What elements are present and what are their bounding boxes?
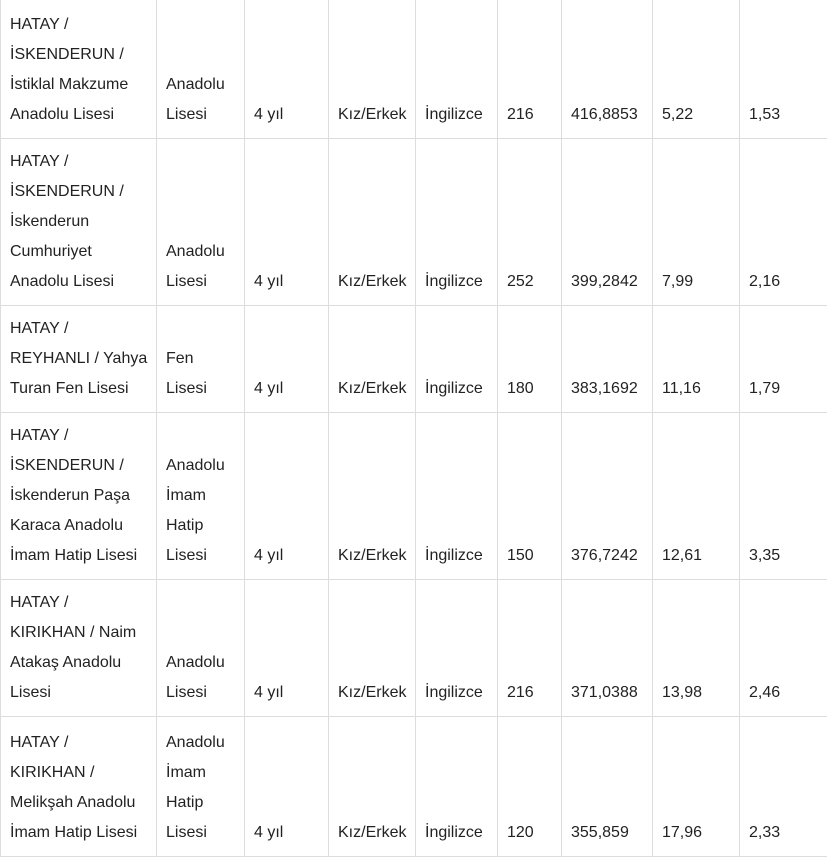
percentile2-cell-value: 2,46 [749, 684, 781, 701]
gender-cell-value: Kız/Erkek [338, 273, 407, 290]
score-cell [562, 580, 653, 717]
school-type-cell [157, 306, 245, 413]
score-cell-value: 355,859 [571, 824, 629, 841]
gender-cell-value: Kız/Erkek [338, 106, 407, 123]
quota-cell-value: 120 [507, 824, 534, 841]
school-name-cell-line: Melikşah Anadolu [10, 794, 136, 811]
school-type-cell-line: Anadolu [166, 734, 225, 751]
language-cell-value: İngilizce [425, 824, 483, 841]
school-type-cell-line: Lisesi [166, 380, 207, 397]
percentile-cell [653, 306, 740, 413]
school-name-cell [1, 306, 157, 413]
duration-cell [245, 0, 329, 139]
language-cell [416, 580, 498, 717]
score-cell [562, 306, 653, 413]
percentile-cell [653, 580, 740, 717]
percentile2-cell [740, 306, 827, 413]
school-type-cell-line: Lisesi [166, 684, 207, 701]
school-type-cell-line: İmam [166, 487, 206, 504]
duration-cell-value: 4 yıl [254, 273, 284, 290]
table-row [1, 0, 827, 139]
school-name-cell-line: HATAY / [10, 153, 69, 170]
school-name-cell-line: HATAY / [10, 734, 69, 751]
score-cell-value: 376,7242 [571, 547, 638, 564]
table-row [1, 139, 827, 306]
language-cell [416, 0, 498, 139]
quota-cell-value: 180 [507, 380, 534, 397]
school-type-cell [157, 717, 245, 857]
quota-cell [498, 717, 562, 857]
table-row [1, 413, 827, 580]
school-type-cell [157, 580, 245, 717]
table-row [1, 306, 827, 413]
quota-cell-value: 150 [507, 547, 534, 564]
language-cell-value: İngilizce [425, 273, 483, 290]
gender-cell [329, 139, 416, 306]
school-type-cell-line: İmam [166, 764, 206, 781]
percentile-cell [653, 413, 740, 580]
score-cell [562, 0, 653, 139]
gender-cell-value: Kız/Erkek [338, 547, 407, 564]
score-cell-value: 399,2842 [571, 273, 638, 290]
percentile2-cell [740, 139, 827, 306]
gender-cell-value: Kız/Erkek [338, 380, 407, 397]
percentile2-cell-value: 3,35 [749, 547, 781, 564]
school-name-cell [1, 413, 157, 580]
percentile2-cell-value: 2,16 [749, 273, 781, 290]
duration-cell [245, 139, 329, 306]
school-name-cell-line: Karaca Anadolu [10, 517, 123, 534]
duration-cell-value: 4 yıl [254, 824, 284, 841]
percentile2-cell-value: 2,33 [749, 824, 781, 841]
school-name-cell-line: İskenderun Paşa [10, 487, 131, 504]
language-cell [416, 139, 498, 306]
school-name-cell [1, 0, 157, 139]
score-cell [562, 717, 653, 857]
duration-cell-value: 4 yıl [254, 547, 284, 564]
gender-cell [329, 0, 416, 139]
quota-cell [498, 413, 562, 580]
duration-cell [245, 580, 329, 717]
language-cell [416, 413, 498, 580]
school-name-cell-line: İskenderun [10, 213, 90, 230]
school-type-cell-line: Lisesi [166, 273, 207, 290]
gender-cell [329, 717, 416, 857]
school-name-cell-line: REYHANLI / Yahya [10, 350, 148, 367]
school-name-cell-line: İmam Hatip Lisesi [10, 547, 138, 564]
school-name-cell-line: HATAY / [10, 16, 69, 33]
school-name-cell-line: HATAY / [10, 594, 69, 611]
quota-cell-value: 252 [507, 273, 534, 290]
score-cell [562, 139, 653, 306]
school-name-cell [1, 580, 157, 717]
percentile-cell-value: 7,99 [662, 273, 694, 290]
percentile-cell-value: 5,22 [662, 106, 694, 123]
duration-cell-value: 4 yıl [254, 380, 284, 397]
duration-cell-value: 4 yıl [254, 684, 284, 701]
school-name-cell-line: KIRIKHAN / [10, 764, 95, 781]
language-cell [416, 306, 498, 413]
school-name-cell-line: İSKENDERUN / [10, 183, 124, 200]
percentile-cell-value: 13,98 [662, 684, 703, 701]
school-name-cell-line: Lisesi [10, 684, 51, 701]
table-row [1, 717, 827, 857]
school-type-cell-line: Anadolu [166, 654, 225, 671]
quota-cell-value: 216 [507, 684, 534, 701]
gender-cell [329, 580, 416, 717]
school-type-cell-line: Anadolu [166, 76, 225, 93]
school-type-cell-line: Fen [166, 350, 194, 367]
score-cell [562, 413, 653, 580]
school-name-cell [1, 139, 157, 306]
percentile2-cell [740, 413, 827, 580]
school-name-cell-line: KIRIKHAN / Naim [10, 624, 137, 641]
school-name-cell-line: Atakaş Anadolu [10, 654, 122, 671]
school-type-cell-line: Hatip [166, 517, 204, 534]
school-name-cell-line: Anadolu Lisesi [10, 273, 115, 290]
language-cell-value: İngilizce [425, 380, 483, 397]
school-name-cell-line: İmam Hatip Lisesi [10, 824, 138, 841]
table-body [1, 0, 827, 857]
school-type-cell-line: Lisesi [166, 106, 207, 123]
duration-cell [245, 306, 329, 413]
language-cell-value: İngilizce [425, 106, 483, 123]
score-cell-value: 383,1692 [571, 380, 638, 397]
school-type-cell-line: Lisesi [166, 824, 207, 841]
school-type-cell-line: Anadolu [166, 243, 225, 260]
language-cell [416, 717, 498, 857]
school-name-cell-line: Turan Fen Lisesi [10, 380, 129, 397]
school-name-cell-line: İstiklal Makzume [10, 76, 129, 93]
percentile2-cell-value: 1,53 [749, 106, 781, 123]
school-type-cell-line: Hatip [166, 794, 204, 811]
gender-cell-value: Kız/Erkek [338, 824, 407, 841]
gender-cell-value: Kız/Erkek [338, 684, 407, 701]
quota-cell [498, 0, 562, 139]
percentile-cell-value: 12,61 [662, 547, 703, 564]
language-cell-value: İngilizce [425, 547, 483, 564]
school-name-cell-line: Anadolu Lisesi [10, 106, 115, 123]
duration-cell-value: 4 yıl [254, 106, 284, 123]
school-name-cell-line: HATAY / [10, 320, 69, 337]
percentile-cell-value: 11,16 [662, 380, 701, 397]
quota-cell [498, 306, 562, 413]
school-type-cell [157, 413, 245, 580]
school-type-cell [157, 139, 245, 306]
school-name-cell-line: Cumhuriyet [10, 243, 92, 260]
percentile2-cell-value: 1,79 [749, 380, 781, 397]
duration-cell [245, 413, 329, 580]
percentile2-cell [740, 0, 827, 139]
language-cell-value: İngilizce [425, 684, 483, 701]
school-type-cell-line: Lisesi [166, 547, 207, 564]
gender-cell [329, 413, 416, 580]
score-cell-value: 371,0388 [571, 684, 638, 701]
percentile2-cell [740, 580, 827, 717]
table-row [1, 580, 827, 717]
percentile-cell [653, 717, 740, 857]
quota-cell [498, 580, 562, 717]
quota-cell [498, 139, 562, 306]
percentile-cell [653, 0, 740, 139]
school-type-cell-line: Anadolu [166, 457, 225, 474]
school-type-cell [157, 0, 245, 139]
percentile2-cell [740, 717, 827, 857]
duration-cell [245, 717, 329, 857]
school-name-cell-line: İSKENDERUN / [10, 46, 124, 63]
score-cell-value: 416,8853 [571, 106, 638, 123]
school-name-cell-line: HATAY / [10, 427, 69, 444]
quota-cell-value: 216 [507, 106, 534, 123]
school-name-cell-line: İSKENDERUN / [10, 457, 124, 474]
percentile-cell-value: 17,96 [662, 824, 703, 841]
school-name-cell [1, 717, 157, 857]
percentile-cell [653, 139, 740, 306]
gender-cell [329, 306, 416, 413]
